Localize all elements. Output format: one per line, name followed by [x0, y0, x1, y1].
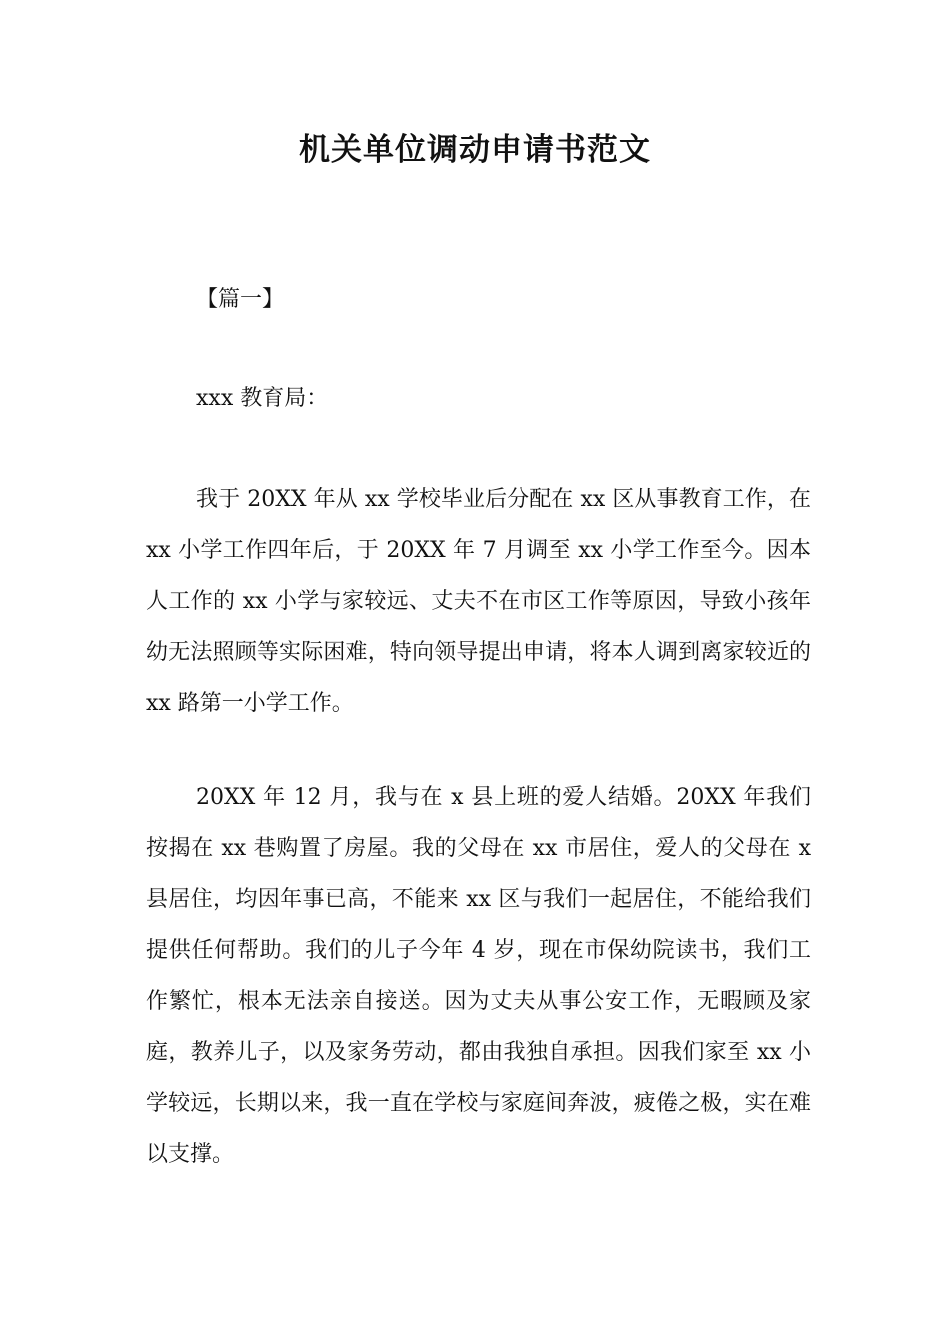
salutation: xxx 教育局： — [196, 386, 329, 411]
body-paragraph-2: 20XX 年 12 月，我与在 x 县上班的爱人结婚。20XX 年我们按揭在 xx 巷购置了房屋。我的父母在 xx 市居住，爱人的父母在 x 县居住，均因年事已高，不能来 xx 区与我们一起居住，不能给我们提供任何帮助。我们的儿子今年 4 岁，现在市保幼院读书，我们工作繁忙，根本无法亲自接送。因为丈夫从事公安工作，无暇顾及家庭，教养儿子，以及家务劳动，都由我独自承担。因我们家至 xx 小学较远，长期以来，我一直在学校与家庭间奔波，疲倦之极，实在难以支撑。 — [146, 785, 811, 1167]
document-title: 机关单位调动申请书范文 — [299, 132, 651, 168]
body-paragraph-1: 我于 20XX 年从 xx 学校毕业后分配在 xx 区从事教育工作，在 xx 小学工作四年后，于 20XX 年 7 月调至 xx 小学工作至今。因本人工作的 xx 小学与家较远、丈夫不在市区工作等原因，导致小孩年幼无法照顾等实际困难，特向领导提出申请，将本人调到离家较近的 xx 路第一小学工作。 — [146, 487, 811, 716]
section-label: 【篇一】 — [196, 287, 285, 312]
